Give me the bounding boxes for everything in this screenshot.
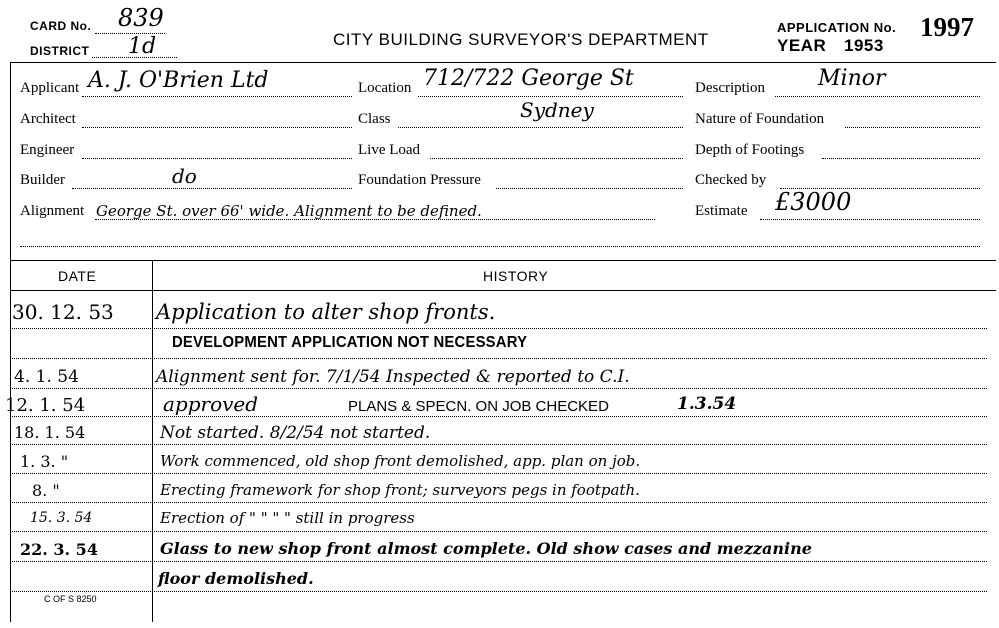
district-label: DISTRICT [30, 44, 90, 58]
date-header: DATE [58, 268, 97, 284]
row-line [12, 561, 987, 562]
row-history: approved [163, 392, 259, 416]
row-date: 30. 12. 53 [12, 300, 114, 324]
row-history-extra: 1.3.54 [677, 394, 737, 414]
row-line [12, 591, 987, 592]
description-line [775, 96, 980, 97]
row-date: 8. " [32, 481, 60, 500]
row-history: Application to alter shop fronts. [156, 300, 496, 324]
location-value: 712/722 George St [423, 66, 634, 91]
builder-line [72, 188, 352, 189]
table-top-rule [10, 260, 996, 261]
district-value: 1d [128, 34, 157, 59]
live-load-label: Live Load [358, 142, 421, 158]
row-date: 4. 1. 54 [14, 367, 79, 387]
row-stamp: PLANS & SPECN. ON JOB CHECKED [348, 398, 609, 415]
nature-label: Nature of Foundation [695, 111, 825, 127]
live-load-line [430, 158, 683, 159]
row-history: Erection of " " " " still in progress [160, 509, 415, 527]
row-line [12, 328, 987, 329]
row-date: 15. 3. 54 [30, 510, 93, 526]
application-no-value: 1997 [920, 12, 974, 42]
location-line [418, 96, 683, 97]
row-history: Not started. 8/2/54 not started. [160, 423, 431, 443]
form-code: C OF S 8250 [44, 594, 97, 604]
top-rule [10, 62, 996, 63]
alignment-label: Alignment [20, 203, 85, 219]
row-line [12, 416, 987, 417]
row-date: 18. 1. 54 [14, 423, 86, 442]
architect-label: Architect [20, 111, 76, 127]
depth-line [822, 158, 980, 159]
row-date: 1. 3. " [20, 452, 69, 471]
nature-line [845, 127, 980, 128]
row-line [12, 502, 987, 503]
row-line [12, 473, 987, 474]
class-line [398, 127, 683, 128]
foundation-pressure-label: Foundation Pressure [358, 172, 481, 188]
applicant-label: Applicant [20, 80, 80, 96]
foundation-pressure-line [496, 188, 683, 189]
description-label: Description [695, 80, 765, 96]
estimate-line [760, 219, 980, 220]
engineer-label: Engineer [20, 142, 75, 158]
department-title: CITY BUILDING SURVEYOR'S DEPARTMENT [333, 30, 709, 49]
year-value: 1953 [844, 36, 884, 55]
row-history: Alignment sent for. 7/1/54 Inspected & reported to C.I. [156, 367, 630, 387]
table-header-rule [10, 290, 996, 291]
alignment-value: George St. over 66' wide. Alignment to be defined. [96, 202, 482, 220]
class-label: Class [358, 111, 391, 127]
date-column-divider [152, 260, 153, 622]
description-value: Minor [818, 66, 886, 91]
estimate-value: £3000 [775, 188, 852, 216]
row-history: Glass to new shop front almost complete. Old show cases and mezzanine [160, 539, 812, 558]
blank-line [20, 246, 980, 247]
row-history: Erecting framework for shop front; surveyors pegs in footpath. [160, 481, 640, 499]
row-line [12, 388, 987, 389]
row-line [12, 531, 987, 532]
alignment-line [95, 219, 655, 220]
estimate-label: Estimate [695, 203, 748, 219]
builder-label: Builder [20, 172, 65, 188]
row-history: floor demolished. [158, 569, 314, 588]
row-history: DEVELOPMENT APPLICATION NOT NECESSARY [172, 334, 528, 351]
checked-label: Checked by [695, 172, 767, 188]
builder-value: do [172, 164, 197, 188]
row-date: 12. 1. 54 [5, 395, 86, 416]
card-no-label: CARD No. [30, 19, 92, 33]
location-value-2: Sydney [520, 98, 594, 122]
depth-label: Depth of Footings [695, 142, 805, 158]
row-date: 22. 3. 54 [20, 540, 98, 559]
architect-line [82, 127, 352, 128]
district-line [92, 57, 177, 58]
location-label: Location [358, 80, 412, 96]
row-line [12, 358, 987, 359]
row-line [12, 444, 987, 445]
engineer-line [82, 158, 352, 159]
applicant-line [82, 96, 352, 97]
application-no-label: APPLICATION No. [777, 20, 897, 35]
history-header: HISTORY [483, 268, 549, 284]
row-history: Work commenced, old shop front demolished, app. plan on job. [160, 452, 641, 470]
applicant-value: A. J. O'Brien Ltd [88, 68, 269, 93]
year-label: YEAR [777, 36, 827, 55]
card-no-value: 839 [118, 4, 164, 32]
left-edge [10, 62, 11, 622]
